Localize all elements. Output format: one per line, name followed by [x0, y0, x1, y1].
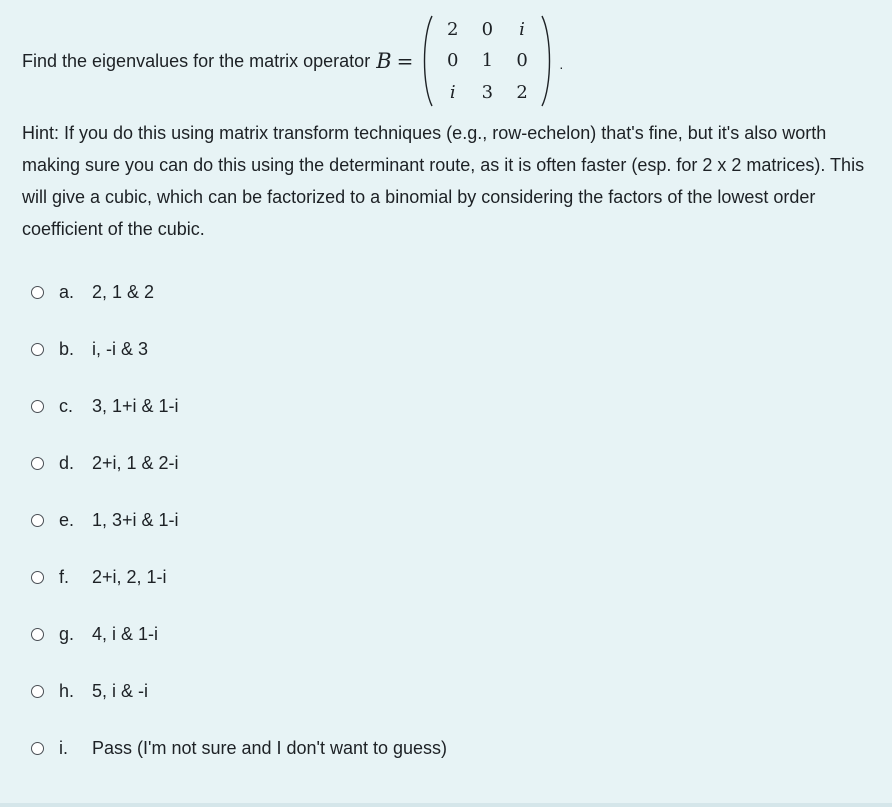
- matrix-cell: 3: [481, 81, 494, 103]
- option-h[interactable]: [31, 679, 148, 703]
- radio-button[interactable]: [31, 571, 44, 584]
- option-letter: c.: [59, 395, 74, 416]
- matrix-cell: 0: [446, 50, 459, 72]
- radio-button[interactable]: [31, 742, 44, 755]
- option-label[interactable]: 3, 1+i & 1-i: [92, 395, 179, 416]
- option-label[interactable]: Pass (I'm not sure and I don't want to guess): [92, 737, 448, 758]
- option-letter: g.: [59, 623, 75, 644]
- option-letter: f.: [59, 566, 70, 587]
- matrix-cell: i: [449, 81, 456, 103]
- matrix-cell: 0: [516, 50, 528, 72]
- matrix-cell: i: [519, 19, 525, 41]
- divider: [0, 803, 892, 807]
- matrix-cell: 0: [481, 19, 494, 41]
- radio-button[interactable]: [31, 628, 44, 641]
- option-label[interactable]: 1, 3+i & 1-i: [92, 509, 179, 530]
- matrix-b: [421, 14, 553, 108]
- radio-button[interactable]: [31, 685, 44, 698]
- hint-text: Hint: If you do this using matrix transform techniques (e.g., row-echelon) that's fine, but it's also worth making sure you can do this using the determinant route, as it is often faster (esp. for 2 x 2 matrices). This will give a cubic, which can be factorized to a binomial by considering the factors of the lowest order coefficient of the cubic.: [22, 123, 865, 239]
- option-letter: d.: [59, 452, 75, 473]
- operator-symbol: B: [376, 49, 392, 73]
- radio-button[interactable]: [31, 457, 44, 470]
- option-f[interactable]: [31, 565, 167, 589]
- radio-button[interactable]: [31, 400, 44, 413]
- left-parenthesis: [421, 14, 435, 108]
- matrix-cell: 2: [446, 19, 459, 41]
- terminal-punctuation: .: [559, 56, 564, 72]
- option-a[interactable]: [31, 280, 154, 304]
- option-d[interactable]: [31, 451, 179, 475]
- right-parenthesis: [539, 14, 553, 108]
- option-label[interactable]: 2+i, 1 & 2-i: [92, 452, 179, 473]
- option-e[interactable]: [31, 508, 179, 532]
- prompt-text: Find the eigenvalues for the matrix operator: [22, 50, 371, 71]
- option-label[interactable]: 4, i & 1-i: [92, 623, 159, 644]
- option-g[interactable]: [31, 622, 158, 646]
- option-b[interactable]: [31, 337, 148, 361]
- option-label[interactable]: 2+i, 2, 1-i: [92, 566, 167, 587]
- radio-button[interactable]: [31, 343, 44, 356]
- equals-sign: =: [396, 49, 414, 73]
- option-label[interactable]: 5, i & -i: [92, 680, 149, 701]
- matrix-cell: 2: [516, 81, 528, 103]
- option-letter: b.: [59, 338, 75, 359]
- option-letter: i.: [59, 737, 68, 758]
- option-letter: e.: [59, 509, 75, 530]
- option-label[interactable]: 2, 1 & 2: [92, 281, 155, 302]
- matrix-cell: 1: [481, 50, 494, 72]
- radio-button[interactable]: [31, 514, 44, 527]
- matrix-grid: [435, 14, 539, 108]
- option-letter: a.: [59, 281, 75, 302]
- option-c[interactable]: [31, 394, 179, 418]
- option-letter: h.: [59, 680, 75, 701]
- option-label[interactable]: i, -i & 3: [92, 338, 149, 359]
- question-prompt: [22, 14, 563, 108]
- option-i[interactable]: [31, 736, 447, 760]
- radio-button[interactable]: [31, 286, 44, 299]
